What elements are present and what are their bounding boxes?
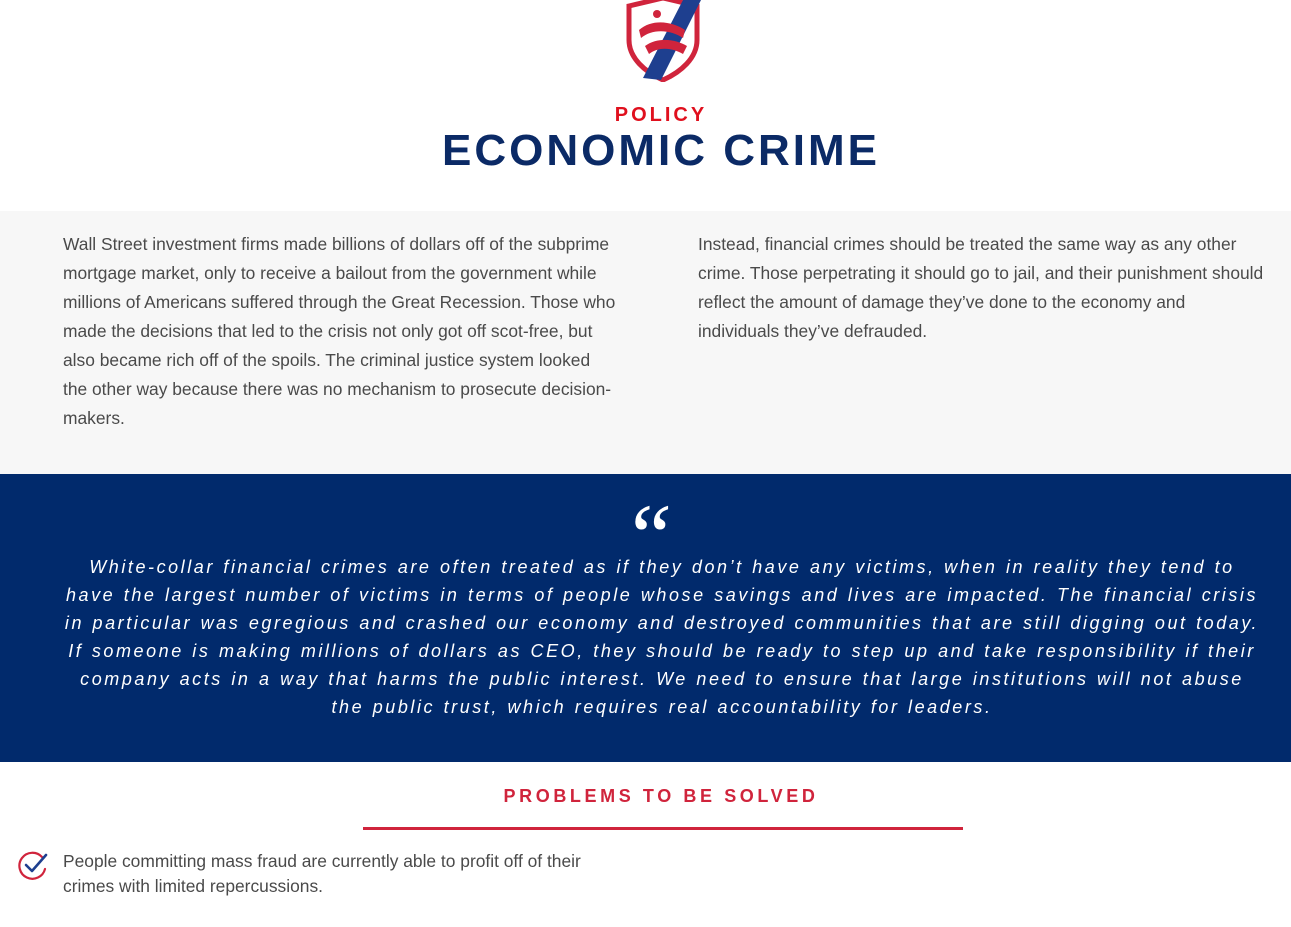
page-header <box>0 0 1291 211</box>
quote-section <box>0 474 1291 762</box>
page-eyebrow: POLICY <box>614 104 708 126</box>
problems-divider <box>363 827 963 830</box>
checkmark-circle-icon <box>17 849 49 881</box>
page-title: ECONOMIC CRIME <box>442 126 880 175</box>
intro-paragraph-right: Instead, financial crimes should be treated the same way as any other crime. Those perpetrating it should go to jail, and their punishment should reflect the amount of damage they’ve done to the economy and individuals they’ve defrauded. <box>698 234 1264 341</box>
problem-item-text: People committing mass fraud are currently able to profit off of their crimes with limited repercussions. <box>63 851 581 896</box>
quote-text: White-collar financial crimes are often treated as if they don’t have any victims, when in reality they tend to have the largest number of victims in terms of people whose savings and lives are impacted. The financial crisis in particular was egregious and crashed our economy and destroyed communities that are still digging out today. If someone is making millions of dollars as CEO, they should be ready to step up and take responsibility if their company acts in a way that harms the public interest. We need to ensure that large institutions will not abuse the public trust, which requires real accountability for leaders. <box>64 557 1260 717</box>
problem-item <box>17 849 637 909</box>
intro-section <box>0 211 1291 474</box>
problems-heading: PROBLEMS TO BE SOLVED <box>503 786 819 806</box>
intro-paragraph-left: Wall Street investment firms made billions of dollars off of the subprime mortgage market, only to receive a bailout from the government while millions of Americans suffered through the Great Recession. Those who made the decisions that led to the crisis not only got off scot-free, but also became rich off of the spoils. The criminal justice system looked the other way because there was no mechanism to prosecute decision-makers. <box>63 234 616 428</box>
quote-mark-icon: “ <box>621 485 670 587</box>
shield-logo-icon[interactable] <box>623 0 703 82</box>
